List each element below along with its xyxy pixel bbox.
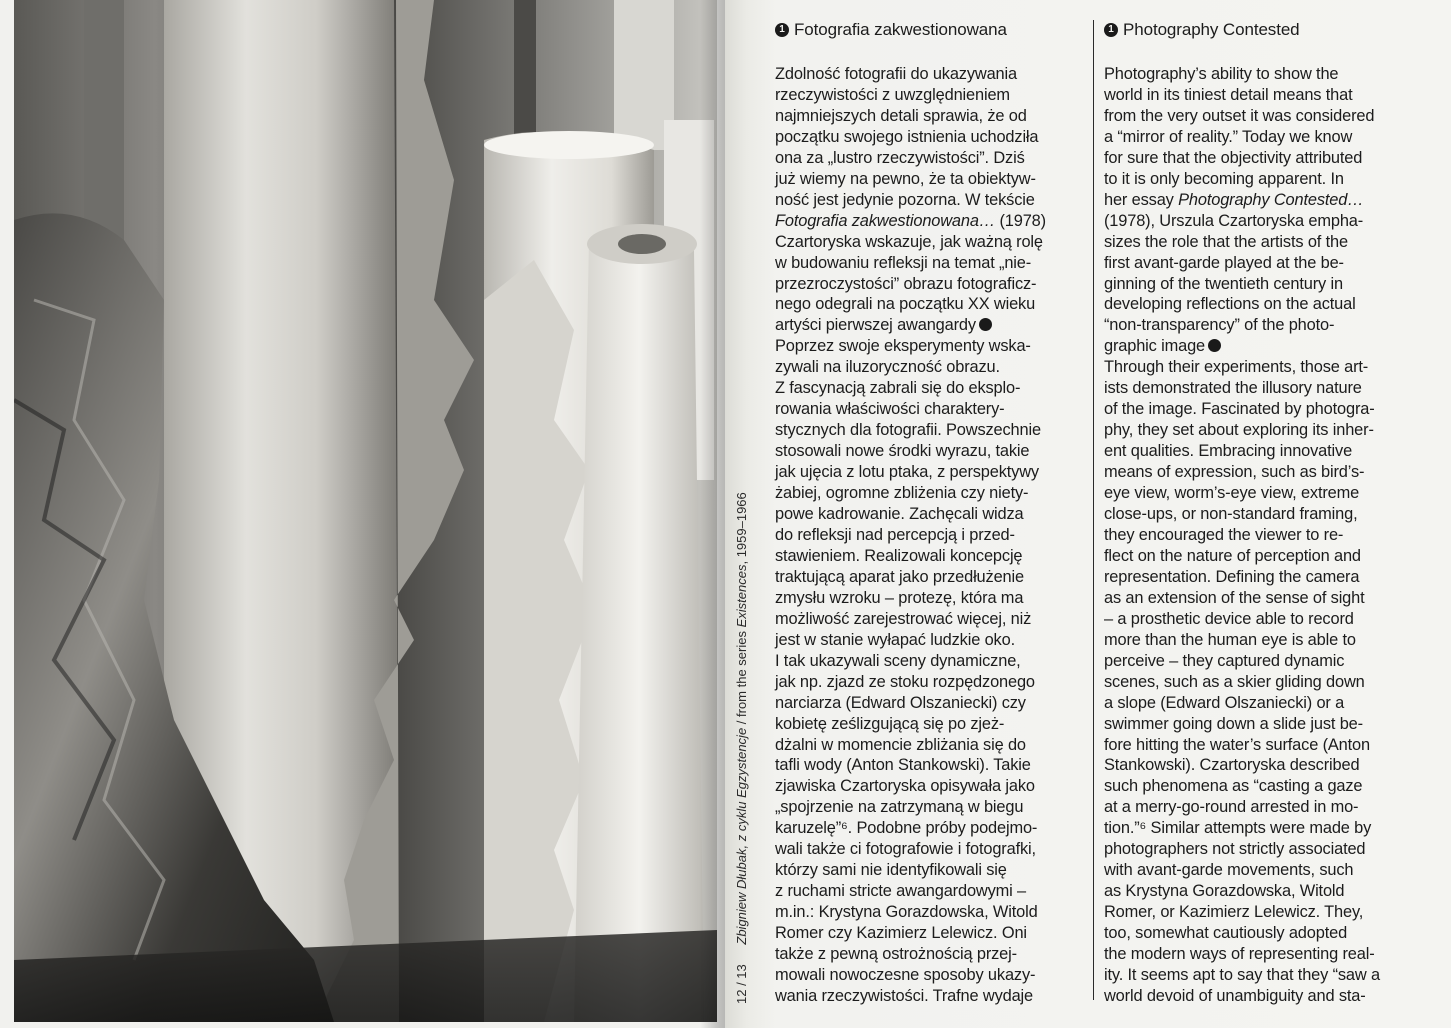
text-line <box>775 462 1075 483</box>
text-line <box>1104 818 1424 839</box>
text-line <box>775 986 1075 1007</box>
caption-years: , 1959–1966 <box>734 492 749 565</box>
text-line <box>775 902 1075 923</box>
text-line <box>775 693 1075 714</box>
text-line <box>775 630 1075 651</box>
english-body-text <box>1104 64 1424 1007</box>
line-text: ginning of the twentieth century in <box>1104 274 1343 293</box>
caption-series-pl: Egzystencje <box>734 727 749 798</box>
line-text: photographers not strictly associated <box>1104 840 1366 859</box>
line-text: początku swojego istnienia uchodziła <box>775 127 1039 146</box>
line-text: żabiej, ogromne zbliżenia czy niety- <box>775 484 1029 503</box>
text-line <box>1104 776 1424 797</box>
line-text: Romer czy Kazimierz Lelewicz. Oni <box>775 924 1027 943</box>
polish-body-text <box>775 64 1075 1007</box>
line-text: sizes the role that the artists of the <box>1104 232 1348 251</box>
text-line <box>1104 483 1424 504</box>
line-text: world in its tiniest detail means that <box>1104 85 1353 104</box>
line-text: ona za „lustro rzeczywistości”. Dziś <box>775 148 1025 167</box>
line-text: traktującą aparat jako przedłużenie <box>775 567 1024 586</box>
text-line <box>775 441 1075 462</box>
line-text: Stankowski). Czartoryska described <box>1104 756 1360 775</box>
english-heading <box>1104 16 1424 44</box>
text-line <box>775 253 1075 274</box>
line-text: as Krystyna Gorazdowska, Witold <box>1104 882 1345 901</box>
text-line <box>775 944 1075 965</box>
text-line <box>775 755 1075 776</box>
text-line <box>1104 860 1424 881</box>
text-line <box>775 839 1075 860</box>
text-line <box>775 504 1075 525</box>
line-text: graphic image <box>1104 337 1206 356</box>
text-line <box>775 315 1075 336</box>
line-text: zjawiska Czartoryska opisywała jako <box>775 777 1035 796</box>
line-text: stosowali nowe środki wyrazu, takie <box>775 442 1030 461</box>
text-line <box>1104 567 1424 588</box>
line-text: the modern ways of representing real- <box>1104 945 1375 964</box>
line-text: first avant-garde played at the be- <box>1104 253 1344 272</box>
text-line <box>775 169 1075 190</box>
line-text: developing reflections on the actual <box>1104 295 1356 314</box>
text-line <box>775 714 1075 735</box>
text-line <box>1104 357 1424 378</box>
line-text: perceive – they captured dynamic <box>1104 651 1345 670</box>
english-heading-text: Photography Contested <box>1123 20 1300 39</box>
text-line <box>1104 546 1424 567</box>
text-line <box>1104 504 1424 525</box>
line-text: at a merry-go-round arrested in mo- <box>1104 798 1359 817</box>
line-text: ność jest jedynie pozorna. W tekście <box>775 190 1035 209</box>
text-line <box>1104 902 1424 923</box>
text-line <box>1104 190 1424 211</box>
line-text: world devoid of unambiguity and sta- <box>1104 986 1366 1005</box>
line-text: dżalni w momencie zbliżania się do <box>775 735 1026 754</box>
line-text: tafli wody (Anton Stankowski). Takie <box>775 756 1031 775</box>
text-line <box>1104 253 1424 274</box>
line-text: jak np. zjazd ze stoku rozpędzonego <box>775 672 1035 691</box>
line-text: ity. It seems apt to say that they “saw a <box>1104 965 1380 984</box>
line-text: as an extension of the sense of sight <box>1104 588 1365 607</box>
column-divider <box>1093 20 1094 1000</box>
text-line <box>775 127 1075 148</box>
line-text: także z pewną ostrożnością przej- <box>775 945 1017 964</box>
line-text: “non-transparency” of the photo- <box>1104 316 1335 335</box>
line-text: narciarza (Edward Olszaniecki) czy <box>775 693 1026 712</box>
line-text: Through their experiments, those art- <box>1104 358 1369 377</box>
line-text: stawieniem. Realizowali koncepcję <box>775 546 1023 565</box>
text-line <box>1104 923 1424 944</box>
line-text: stycznych dla fotografii. Powszechnie <box>775 421 1041 440</box>
text-line <box>775 232 1075 253</box>
line-text: – a prosthetic device able to record <box>1104 609 1354 628</box>
paper-rolls-photo-icon <box>14 0 717 1022</box>
text-line <box>1104 881 1424 902</box>
line-text: zmysłu wzroku – protezę, która ma <box>775 588 1024 607</box>
line-text: phy, they set about exploring its inher- <box>1104 421 1374 440</box>
line-text: (1978) <box>995 211 1046 230</box>
line-text: (1978), Urszula Czartoryska empha- <box>1104 211 1364 230</box>
text-line <box>775 881 1075 902</box>
line-text: means of expression, such as bird’s- <box>1104 463 1365 482</box>
line-text: more than the human eye is able to <box>1104 630 1356 649</box>
text-line <box>1104 85 1424 106</box>
line-text: rzeczywistości z uwzględnieniem <box>775 85 1010 104</box>
bullet-dot-icon <box>1208 339 1221 352</box>
line-text: Poprzez swoje eksperymenty wska- <box>775 337 1031 356</box>
text-line <box>1104 944 1424 965</box>
polish-heading-text: Fotografia zakwestionowana <box>794 20 1007 39</box>
caption-series-pl-prefix: , z cyklu <box>734 797 749 849</box>
text-line <box>1104 609 1424 630</box>
line-text: scenes, such as a skier gliding down <box>1104 672 1365 691</box>
text-line <box>1104 630 1424 651</box>
line-text: Czartoryska wskazuje, jak ważną rolę <box>775 232 1043 251</box>
text-line <box>1104 315 1424 336</box>
text-line <box>775 483 1075 504</box>
text-line <box>1104 693 1424 714</box>
text-line <box>1104 294 1424 315</box>
line-text: karuzelę”⁶. Podobne próby podejmo- <box>775 819 1038 838</box>
line-text: wania rzeczywistości. Trafne wydaje <box>775 986 1034 1005</box>
text-line <box>1104 714 1424 735</box>
text-line <box>1104 106 1424 127</box>
text-line <box>1104 399 1424 420</box>
text-line <box>1104 672 1424 693</box>
line-text: nego odegrali na początku XX wieku <box>775 295 1036 314</box>
text-line <box>775 965 1075 986</box>
text-line <box>1104 232 1424 253</box>
caption-series-en: Existences <box>734 564 749 628</box>
line-text: too, somewhat cautiously adopted <box>1104 924 1348 943</box>
paper-rolls-photo <box>14 0 717 1022</box>
line-text: flect on the nature of perception and <box>1104 546 1361 565</box>
line-text: możliwość zarejestrować więcej, niż <box>775 609 1032 628</box>
line-text: close-ups, or non-standard framing, <box>1104 505 1358 524</box>
line-text: representation. Defining the camera <box>1104 567 1360 586</box>
line-text: powe kadrowanie. Zachęcali widza <box>775 505 1024 524</box>
text-line <box>775 85 1075 106</box>
text-line <box>1104 336 1424 357</box>
photo-caption <box>732 4 752 1004</box>
text-line <box>775 818 1075 839</box>
line-text: fore hitting the water’s surface (Anton <box>1104 735 1370 754</box>
text-line <box>1104 441 1424 462</box>
left-page <box>0 0 725 1028</box>
line-text: Z fascynacją zabrali się do eksplo- <box>775 379 1021 398</box>
line-text: m.in.: Krystyna Gorazdowska, Witold <box>775 903 1038 922</box>
text-line <box>775 735 1075 756</box>
line-text: from the very outset it was considered <box>1104 106 1375 125</box>
line-text: przezroczystości” obrazu fotograficz- <box>775 274 1037 293</box>
bullet-dot-icon <box>979 318 992 331</box>
text-line <box>775 378 1075 399</box>
text-line <box>775 546 1075 567</box>
text-line <box>1104 462 1424 483</box>
line-text: mowali nowoczesne sposoby ukazy- <box>775 965 1036 984</box>
text-line <box>775 567 1075 588</box>
line-text: już wiemy na pewno, że ta obiektyw- <box>775 169 1036 188</box>
text-line <box>1104 651 1424 672</box>
line-text: ent qualities. Embracing innovative <box>1104 442 1353 461</box>
text-line <box>1104 148 1424 169</box>
line-text: Photography’s ability to show the <box>1104 65 1339 83</box>
section-number-icon: 1 <box>1104 23 1118 37</box>
line-text: tion.”⁶ Similar attempts were made by <box>1104 819 1372 838</box>
line-text: ists demonstrated the illusory nature <box>1104 379 1362 398</box>
text-line <box>775 923 1075 944</box>
text-line <box>775 148 1075 169</box>
text-line <box>1104 211 1424 232</box>
line-text: wali także ci fotografowie i fotografki, <box>775 840 1036 859</box>
line-text: zywali na iluzoryczność obrazu. <box>775 358 1000 377</box>
text-line <box>775 609 1075 630</box>
line-text: jest w stanie wyłapać ludzkie oko. <box>775 630 1015 649</box>
text-line <box>1104 797 1424 818</box>
section-number-icon: 1 <box>775 23 789 37</box>
line-text: artyści pierwszej awangardy <box>775 316 976 335</box>
text-line <box>775 420 1075 441</box>
line-text: z ruchami stricte awangardowymi – <box>775 882 1027 901</box>
line-text: a “mirror of reality.” Today we know <box>1104 127 1353 146</box>
text-line <box>1104 839 1424 860</box>
text-line <box>1104 169 1424 190</box>
line-text: w budowaniu refleksji na temat „nie- <box>775 253 1032 272</box>
text-line <box>775 336 1075 357</box>
caption-separator: / from the series <box>734 627 749 728</box>
line-text: to it is only becoming apparent. In <box>1104 169 1344 188</box>
polish-column <box>775 16 1075 1007</box>
text-line <box>1104 127 1424 148</box>
text-line <box>775 860 1075 881</box>
line-text: Zdolność fotografii do ukazywania <box>775 65 1017 83</box>
line-text: najmniejszych detali sprawia, że od <box>775 106 1027 125</box>
caption-author: Zbigniew Dłubak <box>734 848 749 945</box>
page-numbers: 12 / 13 <box>734 964 749 1004</box>
line-text: her essay <box>1104 190 1179 209</box>
text-line <box>775 672 1075 693</box>
text-line <box>775 776 1075 797</box>
line-text: którzy sami nie identyfikowali się <box>775 861 1007 880</box>
text-line <box>1104 378 1424 399</box>
text-line <box>1104 588 1424 609</box>
line-text: such phenomena as “casting a gaze <box>1104 777 1363 796</box>
line-text: rowania właściwości charaktery- <box>775 400 1005 419</box>
line-text: jak ujęcia z lotu ptaka, z perspektywy <box>775 463 1039 482</box>
italic-title: Fotografia zakwestionowana… <box>775 211 996 230</box>
text-line <box>1104 965 1424 986</box>
text-line <box>775 294 1075 315</box>
line-text: of the image. Fascinated by photogra- <box>1104 400 1375 419</box>
text-line <box>775 64 1075 85</box>
text-line <box>775 190 1075 211</box>
text-line <box>775 588 1075 609</box>
english-column <box>1104 16 1424 1007</box>
text-line <box>775 399 1075 420</box>
line-text: eye view, worm’s-eye view, extreme <box>1104 484 1360 503</box>
line-text: Romer, or Kazimierz Lelewicz. They, <box>1104 903 1364 922</box>
text-line <box>1104 274 1424 295</box>
text-line <box>775 106 1075 127</box>
line-text: with avant-garde movements, such <box>1104 861 1354 880</box>
line-text: they encouraged the viewer to re- <box>1104 525 1344 544</box>
line-text: for sure that the objectivity attributed <box>1104 148 1363 167</box>
polish-heading <box>775 16 1075 44</box>
line-text: I tak ukazywali sceny dynamiczne, <box>775 651 1021 670</box>
text-line <box>775 525 1075 546</box>
text-line <box>1104 525 1424 546</box>
line-text: a slope (Edward Olszaniecki) or a <box>1104 693 1345 712</box>
text-line <box>775 797 1075 818</box>
text-line <box>775 651 1075 672</box>
text-line <box>1104 735 1424 756</box>
line-text: do refleksji nad percepcją i przed- <box>775 525 1015 544</box>
line-text: swimmer going down a slide just be- <box>1104 714 1363 733</box>
text-line <box>775 211 1075 232</box>
text-line <box>1104 986 1424 1007</box>
text-line <box>1104 755 1424 776</box>
line-text: „spojrzenie na zatrzymaną w biegu <box>775 798 1024 817</box>
text-line <box>775 274 1075 295</box>
text-line <box>1104 64 1424 85</box>
text-line <box>775 357 1075 378</box>
line-text: kobietę ześlizgującą się po zjeż- <box>775 714 1005 733</box>
italic-title: Photography Contested… <box>1178 190 1364 209</box>
text-line <box>1104 420 1424 441</box>
